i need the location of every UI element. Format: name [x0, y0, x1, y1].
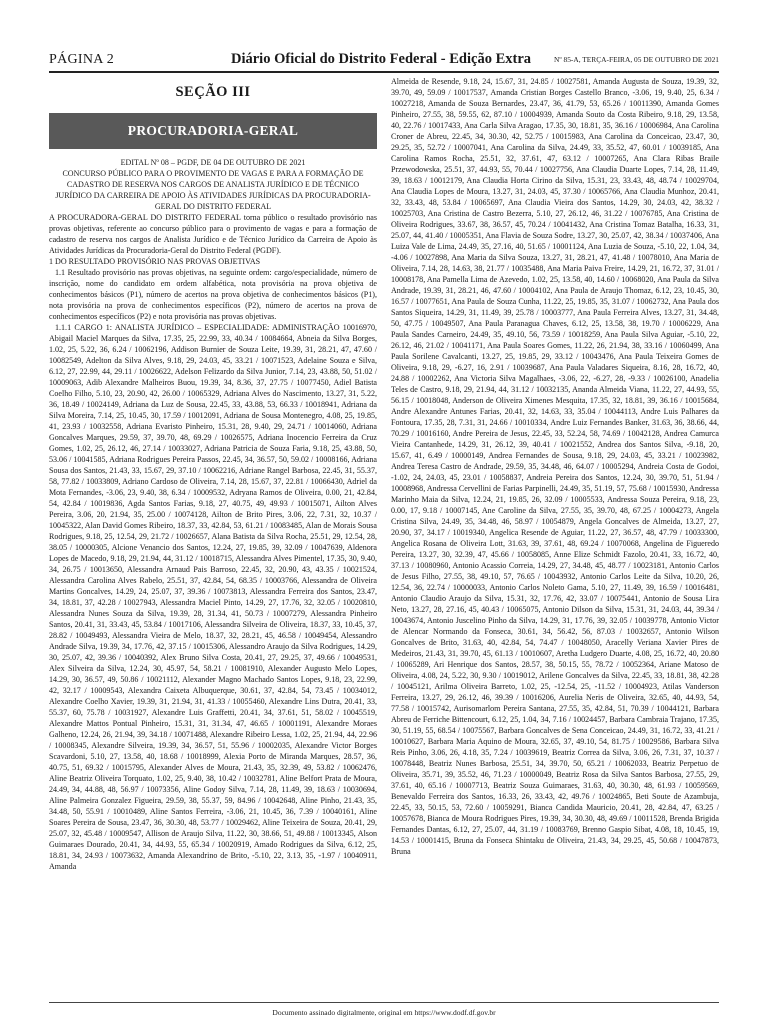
- results-list-right: Almeida de Resende, 9.18, 24, 15.67, 31, 24.85 / 10027581, Amanda Augusta de Souza, 19.39, 32, 39.70, 49, 59.09 / 10017537, Amanda Cristian Borges Castello Branco, -3.06, 19, 9.40, 25, 6.34 / 10027218, Amanda de Souza Bernardes, 23.47, 36, 41.79, 53, 65.26 / 10011390, Amanda Gomes Pinheiro, 27.55, 38, 59.55, 62, 87.10 / 10004939, Amanda Souto da Costa Ribeiro, 9.18, 29, 13.58, 40, 22.76 / 10017433, Ana Carla Silva Aragao, 17.35, 30, 18.81, 35, 36.16 / 10006984, Ana Carolina Croner de Abreu, 22.45, 34, 30.30, 42, 52.75 / 10015983, Ana Carolina da Conceicao, 23.47, 30, 29.25, 35, 52.72 / 10007041, Ana Carolina da Silva, 24.49, 33, 35.52, 47, 60.01 / 10039185, Ana Carolina Ramos Rocha, 25.51, 32, 37.61, 47, 63.12 / 10007265, Ana Clara Ribas Braile Przewodowska, 25.51, 37, 44.93, 55, 70.44 / 10027756, Ana Claudia Duarte Lopes, 7.14, 28, 11.49, 39, 18.63 / 10012179, Ana Claudia Horta Cirino da Silva, 15.31, 23, 33.43, 48, 48.74 / 10029704, Ana Claudia Lopes de Moura, 13.27, 31, 24.03, 45, 37.30 / 10065766, Ana Claudia Munhoz, 20.41, 32, 33.43, 48, 53.84 / 10065697, Ana Claudia Vieira dos Santos, 14.29, 30, 24.03, 42, 38.32 / 10025703, Ana Cristina de Castro Bezerra, 5.10, 27, 26.12, 46, 31.22 / 10076785, Ana Cristina de Oliveira Rodrigues, 33.67, 38, 36.57, 45, 70.24 / 10041432, Ana Cristina Tomaz Batalha, 16.33, 31, 25.07, 44, 41.40 / 10005351, Ana Flavia de Souza Sodre, 13.27, 30, 25.07, 42, 38.34 / 10037406, Ana Luiza Vale de Lima, 24.49, 35, 27.16, 40, 51.65 / 10001124, Ana Luzia de Souza, -5.10, 22, 1.04, 34, -4.06 / 10027898, Ana Maria da Silva Souza, 13.27, 31, 28.21, 47, 41.48 / 10078010, Ana Maria de Oliveira, 7.14, 28, 14.63, 38, 21.77 / 10035488, Ana Maria Paiva Freire, 14.29, 21, 16.72, 37, 31.01 / 10008178, Ana Pamella Lima de Azevedo, 1.02, 25, 13.58, 40, 14.60 / 10068020, Ana Paula da Silva Andrade, 19.39, 31, 28.21, 46, 47.60 / 10004102, Ana Paula de Araujo Thomaz, 6.12, 23, 10.45, 30, 16.57 / 10077651, Ana Paula de Souza Cunha, 11.22, 25, 19.85, 35, 31.07 / 10062732, Ana Paula dos Santos Siqueira, 14.29, 31, 11.49, 39, 25.78 / 10003777, Ana Paula Ferreira Alves, 13.27, 31, 34.48, 50, 47.75 / 10049507, Ana Paula Paranagua Chaves, 6.12, 25, 13.58, 38, 19.70 / 10006229, Ana Paula Sandes Carneiro, 24.49, 35, 49.10, 56, 73.59 / 10018259, Ana Paula Silva Aguiar, -5.10, 22, 26.12, 46, 21.02 / 10041171, Ana Paula Soares Gomes, 11.22, 26, 21.94, 38, 33.16 / 10060499, Ana Paula Sorilene Cavalcanti, 13.27, 25, 19.85, 29, 33.12 / 10043476, Ana Paula Teixeira Gomes de Oliveira, 9.18, 29, -6.27, 16, 2.91 / 10039687, Ana Paula Valadares Siqueira, 8.16, 28, 16.72, 40, 24.88 / 10002262, Ana Victoria Silva Magalhaes, -3.06, 22, -6.27, 28, -9.33 / 10026100, Anadelia Teles de Castro, 9.18, 29, 21.94, 44, 31.12 / 10032135, Ananda Almeida Viana, 11.22, 27, 44.93, 55, 56.15 / 10018048, Anderson de Oliveira Ximenes Mesquita, 17.35, 32, 18.81, 39, 36.16 / 10015684, Andre Alexandre Antunes Farias, 20.41, 32, 14.63, 33, 35.04 / 10044113, Andre Luis Palhares da Fontoura, 17.35, 28, 7.31, 31, 24.66 / 10010334, Andre Luiz Fernandes Banker, 31.63, 36, 38.66, 44, 70.29 / 10016160, Andre Pereira de Jesus, 22.45, 33, 52.24, 58, 74.69 / 10042128, Andrea Camurca Vieira Cantanhede, 14.29, 31, 26.12, 39, 40.41 / 10021552, Andrea dos Santos Silva, -9.18, 20, 15.67, 41, 6.49 / 10000149, Andrea Fernandes de Sousa, 9.18, 29, 24.03, 45, 33.21 / 10023982, Andrea Teresa Castro de Andrade, 29.59, 35, 34.48, 46, 64.07 / 10005294, Andreia Costa de Godoi, -1.02, 24, 24.03, 45, 23.01 / 10058837, Andreia Pereira dos Santos, 12.24, 30, 39.70, 51, 51.94 / 10008968, Andressa Cervellini de Farias Parpinelli, 24.49, 35, 51.19, 57, 75.68 / 10015930, Andressa Marinho Maia da Silva, 12.24, 21, 19.85, 26, 32.09 / 10005533, Andressa Souza Pereira, 9.18, 23, 0.00, 17, 9.18 / 10007145, Ane Caroline da Silva, 27.55, 35, 39.70, 48, 67.25 / 10004273, Angela Cristina Silva, 24.49, 35, 34.48, 46, 58.97 / 10054879, Angela Goncalves de Almeida, 13.27, 27, 20.90, 37, 34.17 / 10019340, Angelica Resende de Aguiar, 11.22, 27, 36.57, 48, 47.79 / 10033300, Angelica Rosana de Oliveira Lott, 31.63, 39, 37.61, 48, 69.24 / 10070068, Angelina de Figueredo Pereira, 13.27, 30, 32.39, 47, 45.66 / 10058085, Anne Elize Schmidt Fazolo, 20.41, 33, 16.72, 40, 37.13 / 10080960, Antonio Acassio Correia, 14.29, 27, 34.48, 45, 48.77 / 10023181, Antonio Carlos de Jesus Filho, 27.55, 38, 49.10, 57, 76.65 / 10043932, Antonio Carlos Leite da Silva, 10.20, 26, 12.54, 36, 22.74 / 10000033, Antonio Carlos Noleto Gama, 5.10, 27, 11.49, 39, 16.59 / 10016481, Antonio Claudio Araujo da Silva, 15.31, 32, 17.76, 42, 33.07 / 10075441, Antonio de Sousa Lira Neto, 13.27, 28, 27.16, 45, 40.43 / 10065075, Antonio Dilson da Silva, 15.31, 31, 24.03, 44, 39.34 / 10043674, Antonio Juscelino Pinho da Silva, 14.29, 31, 17.76, 39, 32.05 / 10039778, Antonio Victor de Alencar Normando da Fonseca, 30.61, 34, 56.42, 56, 87.03 / 10032657, Antonio Wilson Goncalves de Brito, 31.63, 40, 42.84, 54, 74.47 / 10048050, Aracelly Veriana Xavier Pires de Medeiros, 21.43, 31, 39.70, 45, 61.13 / 10010607, Aretha Ludgero Duarte, 4.08, 25, 16.72, 40, 20.80 / 10065289, Ari Henrique dos Santos, 28.57, 38, 50.15, 55, 78.72 / 10052364, Ariane Matoso de Oliveira, 4.08, 24, 5.22, 30, 9.30 / 10019012, Arilene Goncalves da Silva, 22.45, 33, 18.81, 38, 42.28 / 10045121, Arilma Oliveira Barreto, 1.02, 25, -12.54, 25, -11.52 / 10004923, Atilas Vanderson Ferreira, 13.27, 29, 26.12, 46, 39.39 / 10016206, Aurelia Neris de Oliveira, 32.65, 40, 44.93, 54, 77.58 / 10015742, Aurisomarlom Pereira Santana, 27.55, 35, 42.84, 51, 70.39 / 10044121, Barbara Abreu de Ferriche Bittencourt, 6.12, 25, 1.04, 34, 7.16 / 10024457, Barbara Cambraia Trajano, 17.35, 30, 51.19, 55, 68.54 / 10075567, Barbara Goncalves de Sena Conceicao, 24.49, 31, 16.72, 33, 41.21 / 10010627, Barbara Maria Aquino de Moura, 32.65, 37, 49.10, 54, 81.75 / 10029586, Barbara Silva Reis Pinho, 3.06, 26, 4.18, 35, 7.24 / 10039619, Beatriz Correa da Silva, 3.06, 26, 7.31, 37, 10.37 / 10078448, Beatriz Nunes Barbosa, 25.51, 34, 39.70, 50, 65.21 / 10062033, Beatriz Perpetuo de Oliveira, 35.71, 39, 35.52, 46, 71.23 / 10000049, Beatriz Rosa da Silva Santos Barbosa, 27.55, 29, 37.61, 40, 65.16 / 10007713, Beatriz Souza Guimaraes, 31.63, 40, 30.30, 48, 61.93 / 10059569, Benevaldo Ferreira dos Santos, 16.33, 26, 33.43, 42, 49.76 / 10024865, Beti Soute de Azambuja, 22.45, 33, 50.15, 53, 72.60 / 10059291, Bianca Candida Mauricio, 20.41, 28, 42.84, 47, 63.25 / 10057678, Bianca de Moura Rodrigues Pires, 19.39, 34, 30.30, 48, 49.69 / 10011528, Brenda Brigida Fernandes Dantas, 6.12, 27, 25.07, 44, 31.19 / 10083769, Brenno Gaspio Sibat, 4.08, 18, 10.45, 19, 14.53 / 10001415, Bruna da Fonseca Shintaku de Oliveira, 21.43, 34, 29.25, 45, 50.68 / 10047873, Bruna: [391, 77, 719, 856]
- edital-heading: CONCURSO PÚBLICO PARA O PROVIMENTO DE VAGAS E PARA A FORMAÇÃO DE CADASTRO DE RESERVA NOS CARGOS DE ANALISTA JURÍDICO E DE TÉCNICO JURÍDICO DA CARREIRA DE APOIO ÀS ATIVIDADES JURÍDICAS DA PROCURADORIA-GERAL DO DISTRITO FEDERAL: [55, 169, 371, 211]
- right-column: [391, 76, 719, 996]
- header-divider: [49, 71, 719, 73]
- page-number: PÁGINA 2: [49, 52, 115, 67]
- item-1-heading: 1 DO RESULTADO PROVISÓRIO NAS PROVAS OBJETIVAS: [49, 257, 261, 266]
- footer-divider: [49, 1002, 719, 1003]
- item-1-1-text: 1.1 Resultado provisório nas provas objetivas, na seguinte ordem: cargo/especialidade, número de inscrição, nome do candidato em ordem alfabética, nota provisória na prova objetiva de conhecimentos básicos (P1), número de acertos na prova objetiva de conhecimentos básicos (P1), nota provisória na prova de conhecimentos específicos (P2), número de acertos na prova de conhecimentos específicos (P2) e nota provisória nas provas objetivas.: [49, 268, 377, 321]
- publication-title: Diário Oficial do Distrito Federal - Edição Extra: [231, 51, 532, 67]
- page-header: [49, 50, 719, 70]
- results-list-left: 1.1.1 CARGO 1: ANALISTA JURÍDICO – ESPECIALIDADE: ADMINISTRAÇÃO 10016970, Abigail Maciel Marques da Silva, 17.35, 25, 22.99, 33, 40.34 / 10084664, Abneia da Silva Borges, 1.02, 25, 5.22, 36, 6.24 / 10062196, Addison Burnier de Souza Leite, 19.39, 31, 28.21, 47, 47.60 / 10082549, Adelton da Silva Alves, 9.18, 29, 24.03, 45, 33.21 / 10071523, Adelaine Souza e Silva, 6.12, 27, 22.99, 44, 29.11 / 10026622, Adelson Felizardo da Silva Junior, 7.14, 23, 43.88, 50, 51.02 / 10009063, Adib Alexandre Malheiros Buou, 19.39, 34, 8.36, 37, 27.75 / 10077450, Adiel Batista Coelho Filho, 5.10, 23, 20.90, 42, 26.00 / 10065329, Adriana Alves do Nascimento, 13.27, 31, 5.22, 36, 18.49 / 10024149, Adriana da Luz de Sousa, 22.45, 33, 43.88, 53, 66.33 / 10018941, Adriana da Silva Moreira, 7.14, 25, 10.45, 30, 17.59 / 10012091, Adriana de Sousa Montenegro, 4.08, 25, 19.85, 41, 23.93 / 10032558, Adriana Evaristo Pinheiro, 15.31, 28, 9.40, 29, 24.71 / 10014060, Adriana Goncalves Marques, 29.59, 37, 39.70, 48, 69.29 / 10026575, Adriana Inocencio Ferreira da Cruz Gomes, 1.02, 25, 26.12, 46, 27.14 / 10033027, Adriana Patricia de Souza Faria, 9.18, 25, 43.88, 50, 53.06 / 10041585, Adriana Rodrigues Pereira Passos, 22.45, 34, 36.57, 50, 59.02 / 10008166, Adriana Sousa dos Santos, 21.43, 33, 15.67, 29, 37.10 / 10062216, Adriane Rangel Barbosa, 22.45, 31, 55.37, 58, 77.82 / 10033809, Adriano Cardoso de Oliveira, 7.14, 28, 15.67, 37, 22.81 / 10066430, Adriel da Mota Fernandes, -3.06, 23, 9.40, 38, 6.34 / 10009532, Adryana Ramos de Oliveira, 0.00, 21, 42.84, 54, 42.84 / 10019836, Agda Santos Farias, 9.18, 27, 40.75, 49, 49.93 / 10015071, Ailton Alves Pereira, 3.06, 20, 21.94, 35, 25.00 / 10074128, Ailton de Brito Pires, 3.06, 22, 7.31, 32, 10.37 / 10045322, Alan David Gomes Ribeiro, 18.37, 33, 42.84, 53, 61.21 / 10083485, Alan de Morais Sousa Rodrigues, 9.18, 25, 12.54, 29, 21.72 / 10026657, Alana Batista da Silva Rocha, 25.51, 29, 12.54, 28, 38.05 / 10000305, Alcione Venancio dos Santos, 12.24, 27, 19.85, 39, 32.09 / 10047639, Aldenora Lopes de Macedo, 9.18, 29, 21.94, 44, 31.12 / 10018715, Alessandra Alves Pimentel, 17.35, 30, 9.40, 34, 26.75 / 10013650, Alessandra Arnaud Pais Barroso, 22.45, 32, 20.90, 43, 43.35 / 10021524, Alessandra Carolina Alves Rabelo, 25.51, 37, 42.84, 54, 68.35 / 10003766, Alessandra de Oliveira Martins Goncalves, 14.29, 24, 25.07, 37, 39.36 / 10073813, Alessandra Ferreira dos Santos, 23.47, 34, 18.81, 37, 42.28 / 10027943, Alessandra Maciel Pinto, 14.29, 27, 17.76, 32, 32.05 / 10020810, Alessandra Nunes Souza da Silva, 19.39, 28, 31.34, 41, 50.73 / 10007279, Alessandra Pinheiro Santos, 20.41, 31, 33.43, 45, 53.84 / 10017106, Alessandra Silveira de Oliveira, 18.37, 33, 10.45, 37, 28.82 / 10049493, Alessandra Vieira de Melo, 18.37, 32, 28.21, 45, 46.58 / 10049454, Alessandro Andrade Silva, 19.39, 34, 17.76, 42, 37.15 / 10015306, Alessandro Araujo da Silva Rodrigues, 14.29, 30, 25.07, 42, 39.36 / 10040392, Alex Bruno Silva Costa, 20.41, 27, 29.25, 37, 49.66 / 10049531, Alex Silveira da Silva, 12.24, 30, 45.97, 54, 58.21 / 10081910, Alexander Augusto Melo Lopes, 14.29, 30, 36.57, 49, 50.86 / 10021112, Alexander Magno Machado Santos Lopes, 9.18, 23, 22.99, 42, 32.17 / 10009543, Alexandra Caixeta Albuquerque, 30.61, 37, 42.84, 54, 73.45 / 10034012, Alexandre Coelho Xavier, 19.39, 31, 21.94, 31, 41.33 / 10055460, Alexandre Lins Dutra, 20.41, 33, 55.37, 60, 75.78 / 10031927, Alexandre Luis Graffetti, 20.41, 34, 37.61, 51, 58.02 / 10045519, Alexandre Mattos Pontual Pinheiro, 15.31, 31, 31.34, 47, 46.65 / 10001191, Alexandre Moraes Galheno, 12.24, 26, 21.94, 39, 34.18 / 10071488, Alexandre Ribeiro Lessa, 1.02, 25, 21.94, 44, 22.96 / 10008345, Alexandre Silveira, 19.39, 34, 36.57, 51, 55.96 / 10002035, Alexandre Victor Borges Scavardoni, 5.10, 27, 13.58, 40, 18.68 / 10018999, Alexia Porto de Miranda Marques, 28.57, 36, 40.75, 51, 69.32 / 10015795, Alexander Alves de Moura, 21.43, 35, 32.39, 49, 53.82 / 10062476, Aline Beatriz Oliveira Torquato, 1.02, 25, 9.40, 38, 10.42 / 10032781, Aline Belfort Prata de Moura, 24.49, 34, 44.88, 48, 56.97 / 10073356, Aline Godoy Silva, 7.14, 28, 11.49, 39, 18.63 / 10030694, Aline Palmeira Gonzalez Figueira, 29.59, 38, 55.37, 59, 84.96 / 10042648, Aline Pinho, 21.43, 35, 34.48, 50, 55.91 / 10010489, Aline Santos Ferreira, -3.06, 21, 10.45, 36, 7.39 / 10040161, Aline Soares Pereira de Sousa, 23.47, 36, 30.30, 48, 53.77 / 10029462, Aline Teixeira de Souza, 20.41, 29, 25.07, 32, 45.48 / 10009547, Allison de Araujo Silva, 11.22, 30, 38.66, 51, 49.88 / 10013345, Alson Guimaraes Dourado, 20.41, 34, 44.93, 55, 65.34 / 10020919, Amado Rodrigues da Silva, 6.12, 25, 18.81, 34, 24.93 / 10073632, Amanda Alexandrino de Brito, -5.10, 22, 3.13, 35, -1.97 / 10040911, Amanda: [49, 323, 377, 871]
- edition-date: Nº 85-A, TERÇA-FEIRA, 05 DE OUTUBRO DE 2021: [554, 55, 719, 64]
- left-column: [49, 76, 377, 996]
- edital-number: EDITAL Nº 08 – PGDF, DE 04 DE OUTUBRO DE 2021: [120, 158, 306, 167]
- organ-banner: PROCURADORIA-GERAL: [49, 113, 377, 149]
- footer-signature-note: Documento assinado digitalmente, original em https://www.dodf.df.gov.br: [272, 1008, 496, 1017]
- section-title: SEÇÃO III: [175, 84, 251, 100]
- edital-intro: A PROCURADORA-GERAL DO DISTRITO FEDERAL torna público o resultado provisório nas provas objetivas, referente ao concurso público para o provimento de vagas e para a formação de cadastro de reserva nos cargos de Analista Jurídico e de Técnico Jurídico da Carreira de Apoio às Atividades Jurídicas da Procuradoria-Geral do Distrito Federal (PGDF).: [49, 213, 377, 255]
